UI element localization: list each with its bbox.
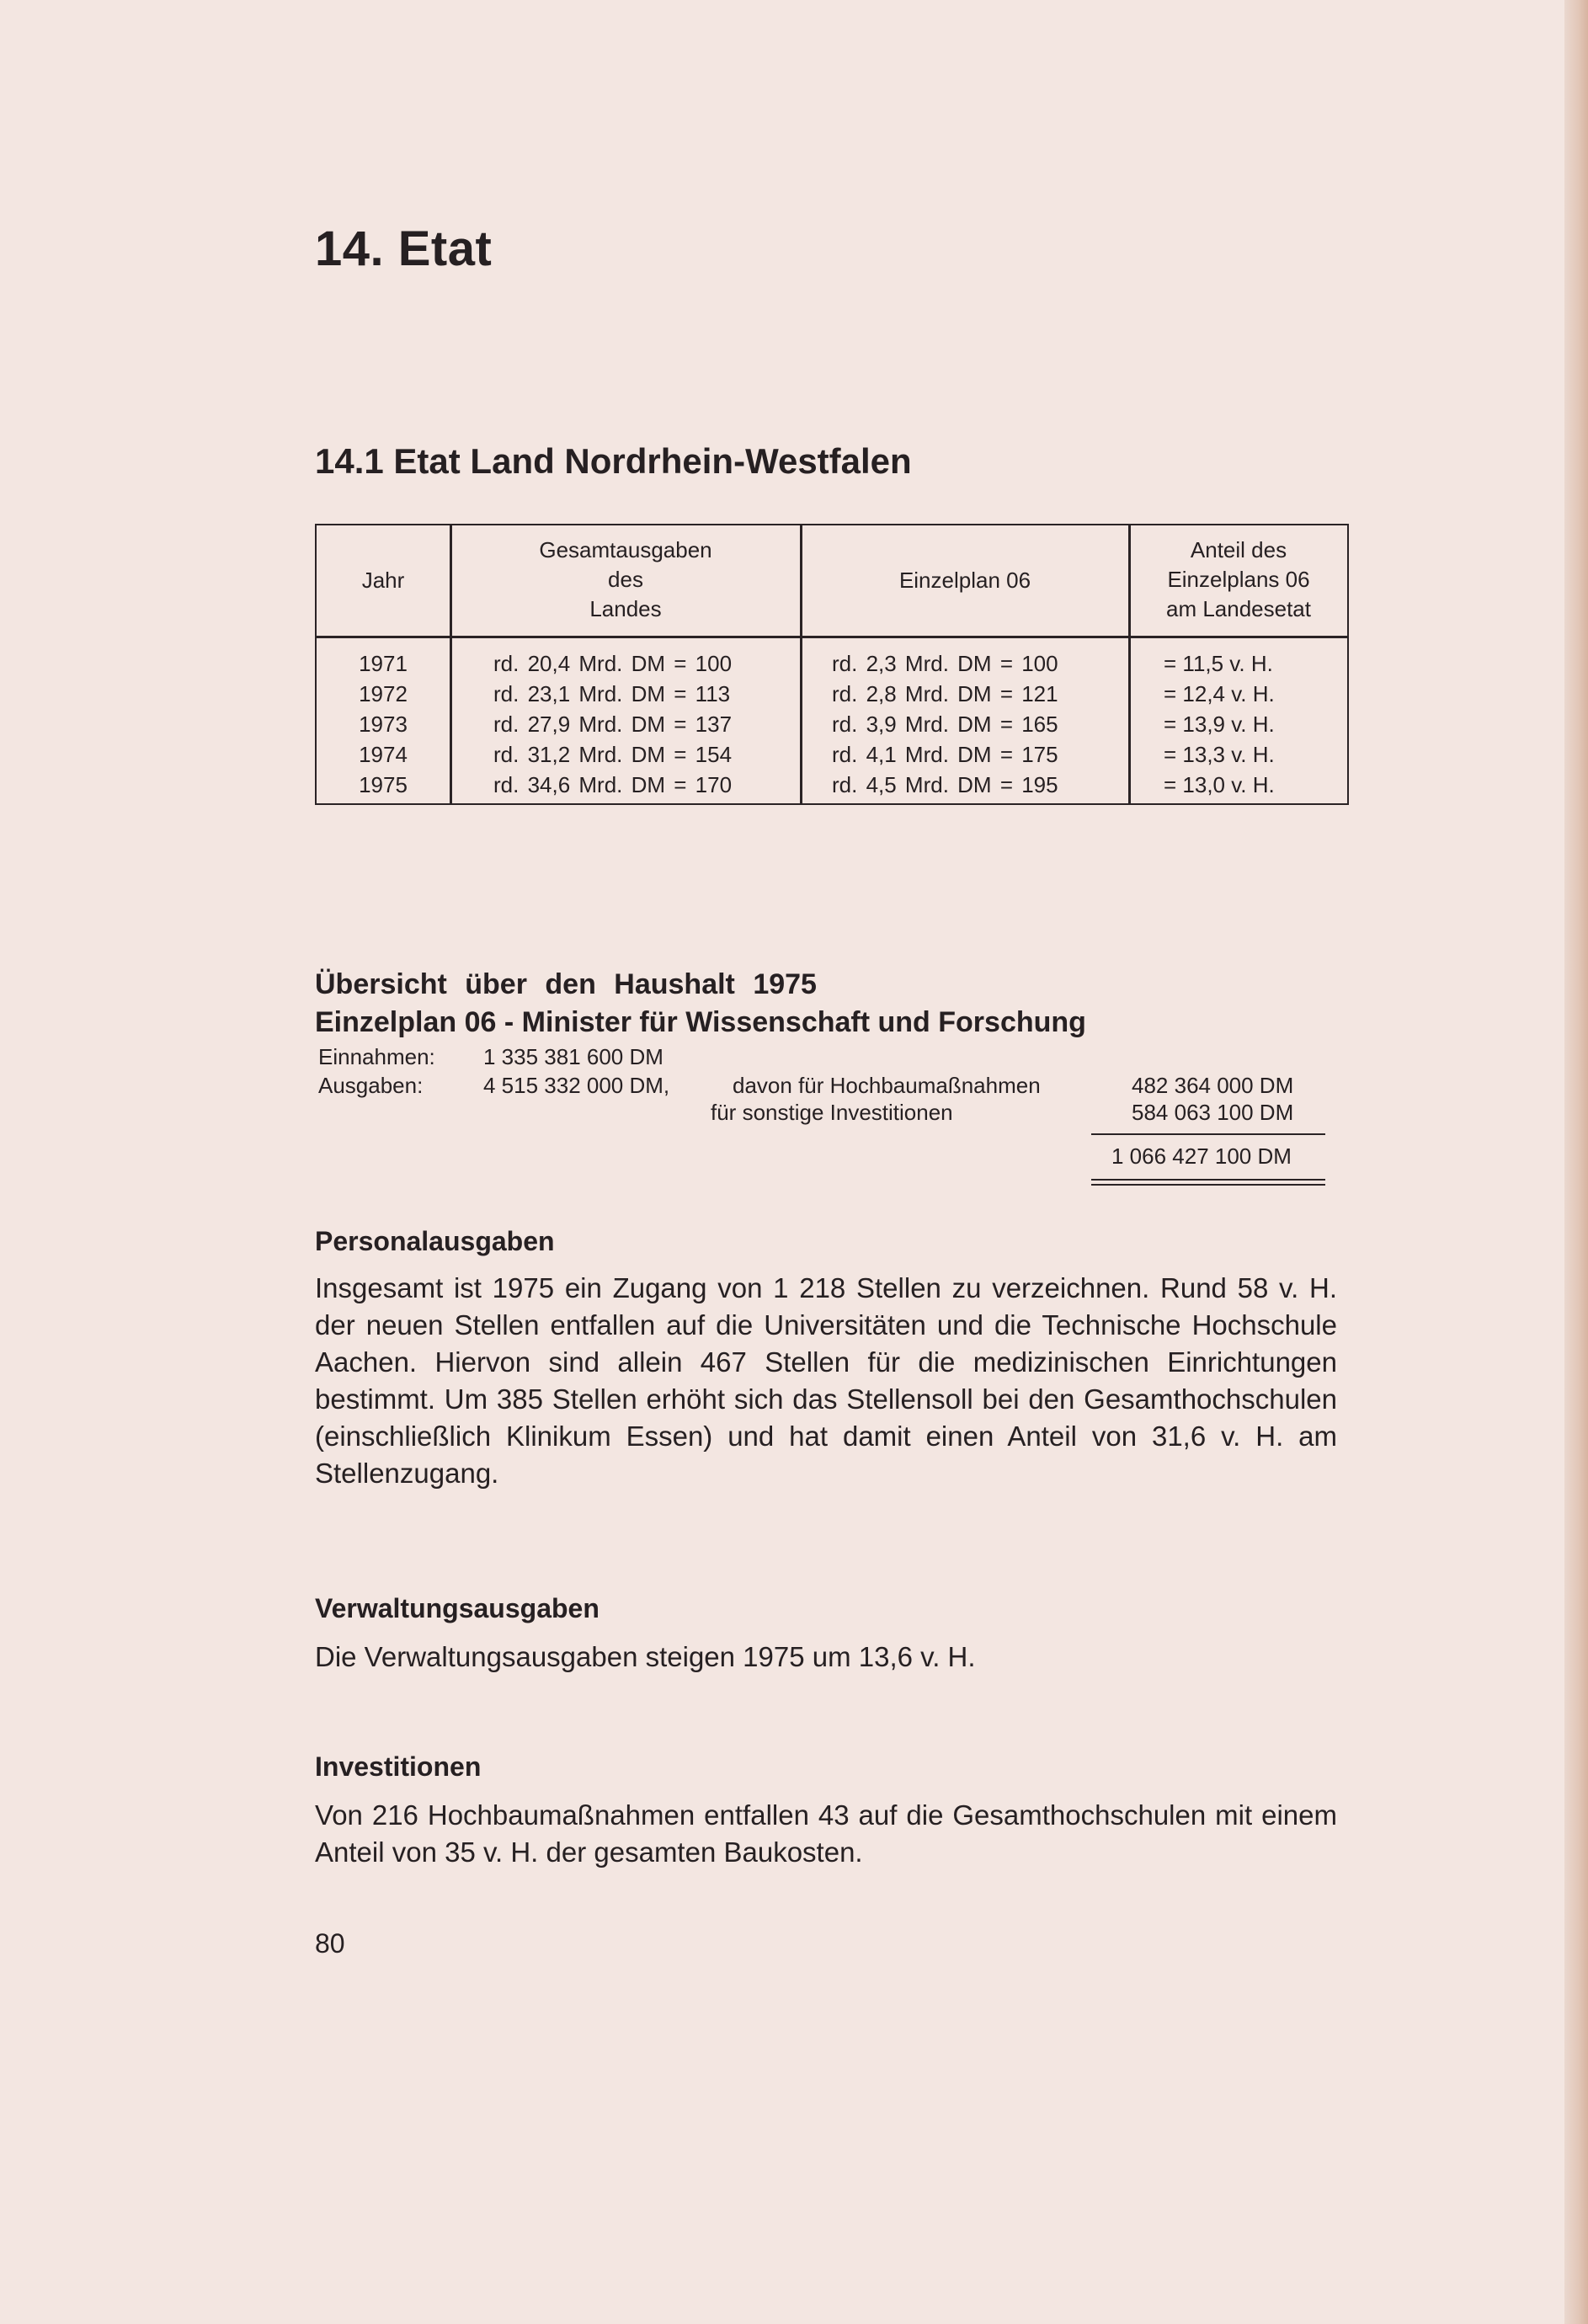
table-cell-year: 1974 <box>359 742 408 767</box>
page-number: 80 <box>315 1928 345 1959</box>
davon-label: davon für Hochbaumaßnahmen <box>733 1073 1041 1098</box>
section-heading: 14.1 Etat Land Nordrhein-Westfalen <box>315 441 912 481</box>
section-text-verwaltung: Die Verwaltungsausgaben steigen 1975 um 13,6 v. H. <box>315 1641 976 1672</box>
table-cell-einzelplan: rd. 4,1 Mrd. DM = 175 <box>832 742 1058 767</box>
sum-double-rule <box>1091 1179 1325 1181</box>
table-cell-year: 1971 <box>359 651 408 676</box>
einnahmen-value: 1 335 381 600 DM <box>483 1044 663 1069</box>
section-heading-verwaltung: Verwaltungsausgaben <box>315 1593 599 1623</box>
table-cell-anteil: = 11,5 v. H. <box>1164 651 1273 676</box>
header-gesamt: Gesamtausgaben des Landes <box>539 537 712 621</box>
table-cell-gesamt: rd. 31,2 Mrd. DM = 154 <box>493 742 733 767</box>
table-cell-einzelplan: rd. 4,5 Mrd. DM = 195 <box>832 772 1058 797</box>
header-jahr: Jahr <box>361 568 405 593</box>
table-cell-anteil: = 13,9 v. H. <box>1164 712 1275 737</box>
overview-subtitle: Einzelplan 06 - Minister für Wissenschaft und Forschung <box>315 1006 1086 1038</box>
table-cell-einzelplan: rd. 2,8 Mrd. DM = 121 <box>832 681 1058 706</box>
section-text-personal: Insgesamt ist 1975 ein Zugang von 1 218 Stellen zu verzeichnen. Rund 58 v. H. der neuen Stellen entfallen auf die Universitäten und die Technische Hochschule Aachen. Hiervon sind allein 467 Stellen für die medizinischen Einrichtungen bestimmt. Um 385 Stellen erhöht sich das Stellensoll bei den Gesamthochschulen (einschließlich Klinikum Essen) und hat damit einen Anteil von 31,6 v. H. am Stellenzugang. <box>315 1272 1337 1489</box>
table-cell-gesamt: rd. 23,1 Mrd. DM = 113 <box>493 681 731 706</box>
section-heading-personal: Personalausgaben <box>315 1226 555 1256</box>
table-cell-year: 1973 <box>359 712 408 737</box>
section-text-investitionen: Von 216 Hochbaumaßnahmen entfallen 43 auf die Gesamthochschulen mit einem Anteil von 35 v. H. der gesamten Baukosten. <box>315 1799 1337 1868</box>
table-header-divider <box>317 636 1347 638</box>
section-heading-investitionen: Investitionen <box>315 1751 482 1782</box>
chapter-heading: 14. Etat <box>315 221 493 276</box>
table-cell-year: 1975 <box>359 772 408 797</box>
sum-double-rule <box>1091 1184 1325 1186</box>
einnahmen-label: Einnahmen: <box>318 1044 435 1069</box>
table-cell-anteil: = 13,3 v. H. <box>1164 742 1275 767</box>
header-anteil: Anteil des Einzelplans 06 am Landesetat <box>1165 537 1311 621</box>
sum-rule <box>1091 1133 1325 1135</box>
table-cell-anteil: = 12,4 v. H. <box>1164 681 1275 706</box>
header-einzelplan: Einzelplan 06 <box>898 568 1031 593</box>
davon-value: 482 364 000 DM <box>1132 1073 1294 1098</box>
table-cell-gesamt: rd. 34,6 Mrd. DM = 170 <box>493 772 733 797</box>
table-cell-gesamt: rd. 20,4 Mrd. DM = 100 <box>493 651 733 676</box>
sum-value: 1 066 427 100 DM <box>1111 1143 1292 1169</box>
table-cell-einzelplan: rd. 3,9 Mrd. DM = 165 <box>832 712 1058 737</box>
sonstige-value: 584 063 100 DM <box>1132 1100 1294 1125</box>
table-cell-anteil: = 13,0 v. H. <box>1164 772 1275 797</box>
overview-title: Übersicht über den Haushalt 1975 <box>315 968 817 1000</box>
etat-table <box>315 524 1349 805</box>
table-cell-year: 1972 <box>359 681 408 706</box>
sonstige-label: für sonstige Investitionen <box>711 1100 953 1125</box>
ausgaben-label: Ausgaben: <box>318 1073 424 1098</box>
table-cell-gesamt: rd. 27,9 Mrd. DM = 137 <box>493 712 733 737</box>
table-cell-einzelplan: rd. 2,3 Mrd. DM = 100 <box>832 651 1058 676</box>
ausgaben-value: 4 515 332 000 DM, <box>483 1073 670 1098</box>
